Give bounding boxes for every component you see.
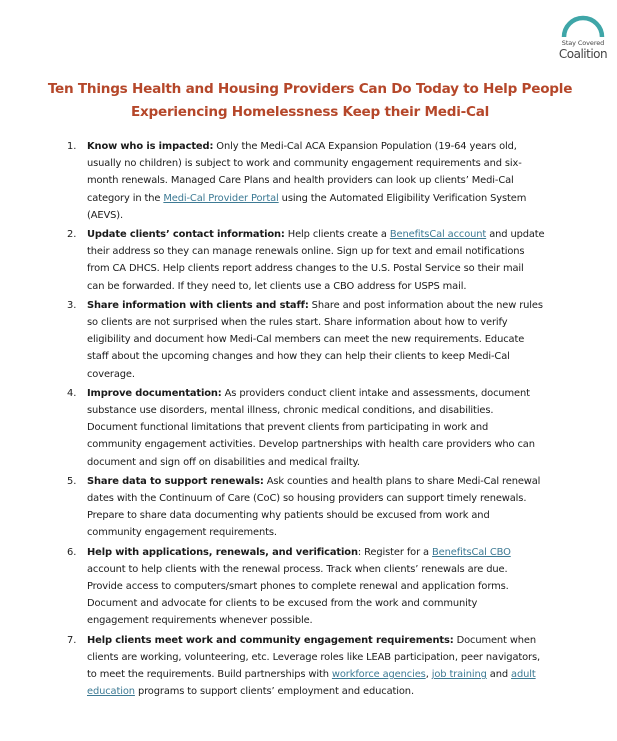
list-item-line bbox=[87, 612, 570, 629]
item-text: and update bbox=[486, 229, 545, 241]
list-item-number: 4. bbox=[67, 387, 77, 399]
item-text: clients are working, volunteering, etc. Leverage roles like LEAB participation, peer navigators, bbox=[87, 651, 541, 663]
list-item-line bbox=[87, 595, 570, 612]
list-item-line bbox=[87, 632, 570, 649]
item-text: category in the bbox=[87, 192, 164, 204]
logo-arc-icon bbox=[558, 9, 608, 39]
list-item-line bbox=[87, 473, 570, 490]
list-item-line bbox=[87, 544, 570, 561]
item-heading: Help clients meet work and community engagement requirements: bbox=[87, 634, 454, 646]
item-text: to meet the requirements. Build partnerships with bbox=[87, 669, 332, 681]
item-text: community engagement activities. Develop partnerships with health care providers who can bbox=[87, 439, 535, 451]
list-item-line bbox=[87, 226, 570, 243]
list-item-number: 2. bbox=[67, 229, 77, 241]
list-item bbox=[60, 226, 570, 295]
list-item bbox=[60, 138, 570, 224]
item-text: using the Automated Eligibility Verification System bbox=[278, 192, 527, 204]
item-text: programs to support clients’ employment and education. bbox=[134, 686, 414, 698]
item-text: Only the Medi-Cal ACA Expansion Population (19-64 years old, bbox=[213, 141, 517, 152]
list-item-line bbox=[87, 649, 570, 666]
stay-covered-coalition-logo bbox=[556, 9, 612, 61]
list-item-line bbox=[87, 524, 570, 541]
logo-text-top: Stay Covered bbox=[561, 39, 605, 47]
item-text: Share and post information about the new rules bbox=[308, 299, 543, 311]
item-text: eligibility and document how Medi-Cal members can meet the new requirements. Educate bbox=[87, 334, 525, 346]
item-text: Provide access to computers/smart phones to complete renewal and application forms. bbox=[87, 581, 509, 593]
item-text: Help clients create a bbox=[284, 229, 390, 241]
item-text: Document functional limitations that prevent clients from participating in work and bbox=[87, 422, 489, 434]
item-heading: Share information with clients and staff: bbox=[87, 299, 309, 311]
item-text: community engagement requirements. bbox=[87, 527, 277, 539]
list-item-line bbox=[87, 402, 570, 419]
item-heading: Know who is impacted: bbox=[87, 141, 214, 152]
list-item bbox=[60, 297, 570, 383]
item-text: Prepare to share data documenting why patients should be excused from work and bbox=[87, 510, 490, 522]
item-text: coverage. bbox=[87, 368, 135, 380]
item-text: dates with the Continuum of Care (CoC) so housing providers can support timely renewals. bbox=[87, 493, 527, 505]
list-item-line bbox=[87, 578, 570, 595]
list-item-line bbox=[87, 683, 570, 700]
list-item-line bbox=[87, 436, 570, 453]
item-text: from CA DHCS. Help clients report address changes to the U.S. Postal Service so their mail bbox=[87, 263, 524, 275]
list-item bbox=[60, 385, 570, 471]
list-item-line bbox=[87, 385, 570, 402]
logo-text-bottom: Coalition bbox=[558, 47, 608, 61]
inline-link[interactable]: BenefitsCal CBO bbox=[432, 546, 511, 558]
list-item-line bbox=[87, 490, 570, 507]
list-item-line bbox=[87, 507, 570, 524]
item-text: engagement requirements whenever possible. bbox=[87, 615, 313, 627]
list-item-line bbox=[87, 297, 570, 314]
list-item-line bbox=[87, 207, 570, 224]
item-heading: Share data to support renewals: bbox=[87, 475, 264, 487]
item-text: usually no children) is subject to work and community engagement requirements and six- bbox=[87, 158, 522, 170]
item-text: and bbox=[486, 669, 512, 681]
inline-link[interactable]: adult bbox=[511, 669, 536, 681]
item-text: document and sign off on disabilities and medical frailty. bbox=[87, 456, 360, 468]
item-text: staff about the upcoming changes and how they can help their clients to keep Medi-Cal bbox=[87, 351, 510, 363]
list-item-line bbox=[87, 243, 570, 260]
item-text: so clients are not surprised when the rules start. Share information about how to verify bbox=[87, 317, 508, 329]
list-item-line bbox=[87, 138, 570, 155]
list-item bbox=[60, 632, 570, 701]
inline-link[interactable]: job training bbox=[431, 669, 487, 681]
list-item-line bbox=[87, 172, 570, 189]
item-text: Document when bbox=[453, 634, 537, 646]
list-item-number: 1. bbox=[67, 141, 77, 152]
inline-link[interactable]: BenefitsCal account bbox=[389, 229, 487, 241]
item-text: their address so they can manage renewals online. Sign up for text and email notifications bbox=[87, 246, 525, 258]
list-item-line bbox=[87, 331, 570, 348]
list-item-line bbox=[87, 278, 570, 295]
title-line-1: Ten Things Health and Housing Providers Can Do Today to Help People bbox=[47, 81, 573, 97]
item-heading: Update clients’ contact information: bbox=[87, 229, 285, 241]
item-text: : Register for a bbox=[357, 546, 433, 558]
list-item-line bbox=[87, 419, 570, 436]
list-item-number: 6. bbox=[67, 546, 77, 558]
list-item-line bbox=[87, 366, 570, 383]
item-heading: Improve documentation: bbox=[87, 387, 222, 399]
list-item bbox=[60, 544, 570, 630]
item-text: month renewals. Managed Care Plans and health providers can look up clients’ Medi-Cal bbox=[87, 175, 514, 187]
page-title bbox=[40, 78, 580, 124]
item-text: account to help clients with the renewal process. Track when clients’ renewals are due. bbox=[87, 563, 508, 575]
list-item-number: 3. bbox=[67, 299, 77, 311]
list-item-line bbox=[87, 561, 570, 578]
item-text: substance use disorders, mental illness, chronic medical conditions, and disabilities. bbox=[87, 405, 494, 417]
item-text: can be forwarded. If they need to, let clients use a CBO address for USPS mail. bbox=[87, 280, 467, 292]
item-text: , bbox=[425, 669, 432, 681]
title-line-2: Experiencing Homelessness Keep their Medi-Cal bbox=[130, 104, 490, 120]
list-item-line bbox=[87, 454, 570, 471]
inline-link[interactable]: Medi-Cal Provider Portal bbox=[163, 192, 279, 204]
list-item-number: 7. bbox=[67, 634, 77, 646]
item-text: (AEVS). bbox=[87, 209, 124, 221]
recommendations-list bbox=[60, 138, 570, 703]
list-item-line bbox=[87, 155, 570, 172]
item-text: As providers conduct client intake and assessments, document bbox=[221, 387, 530, 399]
inline-link[interactable]: education bbox=[87, 686, 135, 698]
item-heading: Help with applications, renewals, and verification bbox=[87, 546, 358, 558]
list-item-number: 5. bbox=[67, 475, 77, 487]
item-text: Document and advocate for clients to be excused from the work and community bbox=[87, 598, 478, 610]
list-item bbox=[60, 473, 570, 542]
list-item-line bbox=[87, 260, 570, 277]
list-item-line bbox=[87, 314, 570, 331]
item-text: Ask counties and health plans to share Medi-Cal renewal bbox=[263, 475, 541, 487]
list-item-line bbox=[87, 190, 570, 207]
list-item-line bbox=[87, 348, 570, 365]
list-item-line bbox=[87, 666, 570, 683]
inline-link[interactable]: workforce agencies bbox=[331, 669, 426, 681]
